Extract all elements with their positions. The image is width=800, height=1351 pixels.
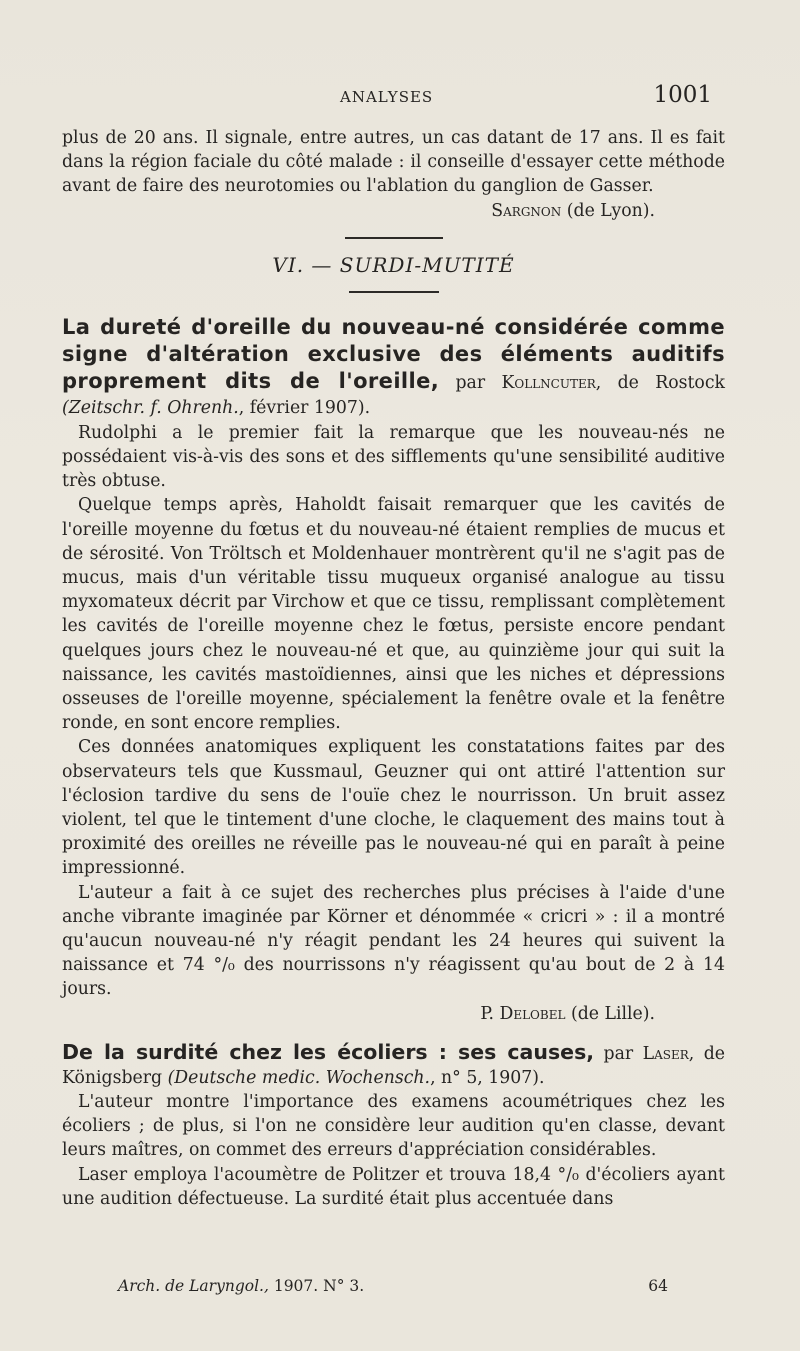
running-title: ANALYSES <box>340 88 434 106</box>
article-2-heading <box>62 1040 725 1090</box>
article-1-signature <box>62 1002 725 1026</box>
continuation-paragraph <box>62 126 725 223</box>
article-1-last-text: L'auteur a fait à ce sujet des recherches plus précises à l'aide d'une anche vibrante imaginée par Körner et dénommée « cricri » : il a montré qu'aucun nouveau-né n'y réagit pendant les 24 heures qui suivent la naissance et 74 °/₀ des nourrissons n'y réagissent qu'au bout de 2 à 14 jours. <box>62 882 725 1000</box>
article-2-title: De la surdité chez les écoliers : ses causes, <box>62 1039 595 1064</box>
section-divider-bottom <box>349 291 439 293</box>
article-2-by: par <box>603 1043 634 1064</box>
article-1-title: La dureté d'oreille du nouveau-né considérée comme signe d'altération exclusive des éléments auditifs proprement dits de l'oreille, <box>62 314 725 393</box>
article-1-heading <box>62 315 725 421</box>
article-1-place: , de Rostock <box>595 372 725 393</box>
article-1-author: Kollncuter <box>501 372 596 393</box>
article-2-journal: (Deutsche medic. Wochensch. <box>167 1067 431 1088</box>
article-1-paragraph: Rudolphi a le premier fait la remarque que les nouveau-nés ne possédaient vis-à-vis des sons et des sifflements qu'une sensibilité auditive très obtuse. <box>62 422 725 492</box>
article-1-paragraph <box>62 881 725 1026</box>
article-2-author: Laser <box>642 1043 689 1064</box>
page-footer <box>118 1277 668 1295</box>
article-2-place: , de Königsberg <box>62 1043 726 1088</box>
continuation-author-place: (de Lyon). <box>566 200 655 221</box>
article-1-paragraph: Ces données anatomiques expliquent les constatations faites par des observateurs tels que Kussmaul, Geuzner qui ont attiré l'attention sur l'éclosion tardive du sens de l'ouïe chez le nourrisson. Un bruit assez violent, tel que le tintement d'une cloche, le claquement des mains tout à proximité des oreilles ne réveille pas le nouveau-né qui en paraît à peine impressionné. <box>62 737 725 879</box>
article-1-by: par <box>455 372 486 393</box>
article-1-journal-name: (Zeitschr. f. Ohrenh. <box>62 397 239 418</box>
article-1-signature-place: (de Lille). <box>570 1003 655 1024</box>
article-1-journal <box>62 398 370 418</box>
footer-sheet-number: 64 <box>648 1277 668 1295</box>
article-2-issue: , n° 5, 1907). <box>430 1067 545 1088</box>
page-header <box>62 84 712 114</box>
page-number: 1001 <box>653 82 712 108</box>
continuation-text: plus de 20 ans. Il signale, entre autres, un cas datant de 17 ans. Il es fait dans la région faciale du côté malade : il conseille d'essayer cette méthode avant de faire des neurotomies ou l'ablation du ganglion de Gasser. <box>62 128 725 197</box>
continuation-signature <box>62 199 725 223</box>
article-2-paragraph: L'auteur montre l'importance des examens acoumétriques chez les écoliers ; de plus, si l'on ne considère leur audition qu'en classe, devant leurs maîtres, on commet des erreurs d'appréciation considérables. <box>62 1091 725 1161</box>
continuation-author: Sargnon <box>491 200 562 221</box>
section-title: VI. — SURDI-MUTITÉ <box>272 252 515 277</box>
article-1-date: , février 1907). <box>238 397 371 418</box>
page-body <box>62 126 725 1211</box>
footer-year-issue: 1907. N° 3. <box>273 1277 365 1295</box>
section-divider-top <box>345 237 443 239</box>
article-1-signature-author: P. Delobel <box>480 1003 566 1024</box>
article-2-paragraph: Laser employa l'acoumètre de Politzer et trouva 18,4 °/₀ d'écoliers ayant une audition défectueuse. La surdité était plus accentuée dans <box>62 1164 725 1209</box>
footer-journal: Arch. de Laryngol., <box>118 1277 269 1295</box>
article-1-paragraph: Quelque temps après, Haholdt faisait remarquer que les cavités de l'oreille moyenne du fœtus et du nouveau-né étaient remplies de mucus et de sérosité. Von Tröltsch et Moldenhauer montrèrent qu'il ne s'agit pas de mucus, mais d'un véritable tissu muqueux organisé analogue au tissu myxomateux décrit par Virchow et que ce tissu, remplissant complètement les cavités de l'oreille moyenne chez le fœtus, persiste encore pendant quelques jours chez le nouveau-né et que, au quinzième jour qui suit la naissance, les cavités mastoïdiennes, ainsi que les niches et dépressions osseuses de l'oreille moyenne, spécialement la fenêtre ovale et la fenêtre ronde, en sont encore remplies. <box>62 495 725 734</box>
